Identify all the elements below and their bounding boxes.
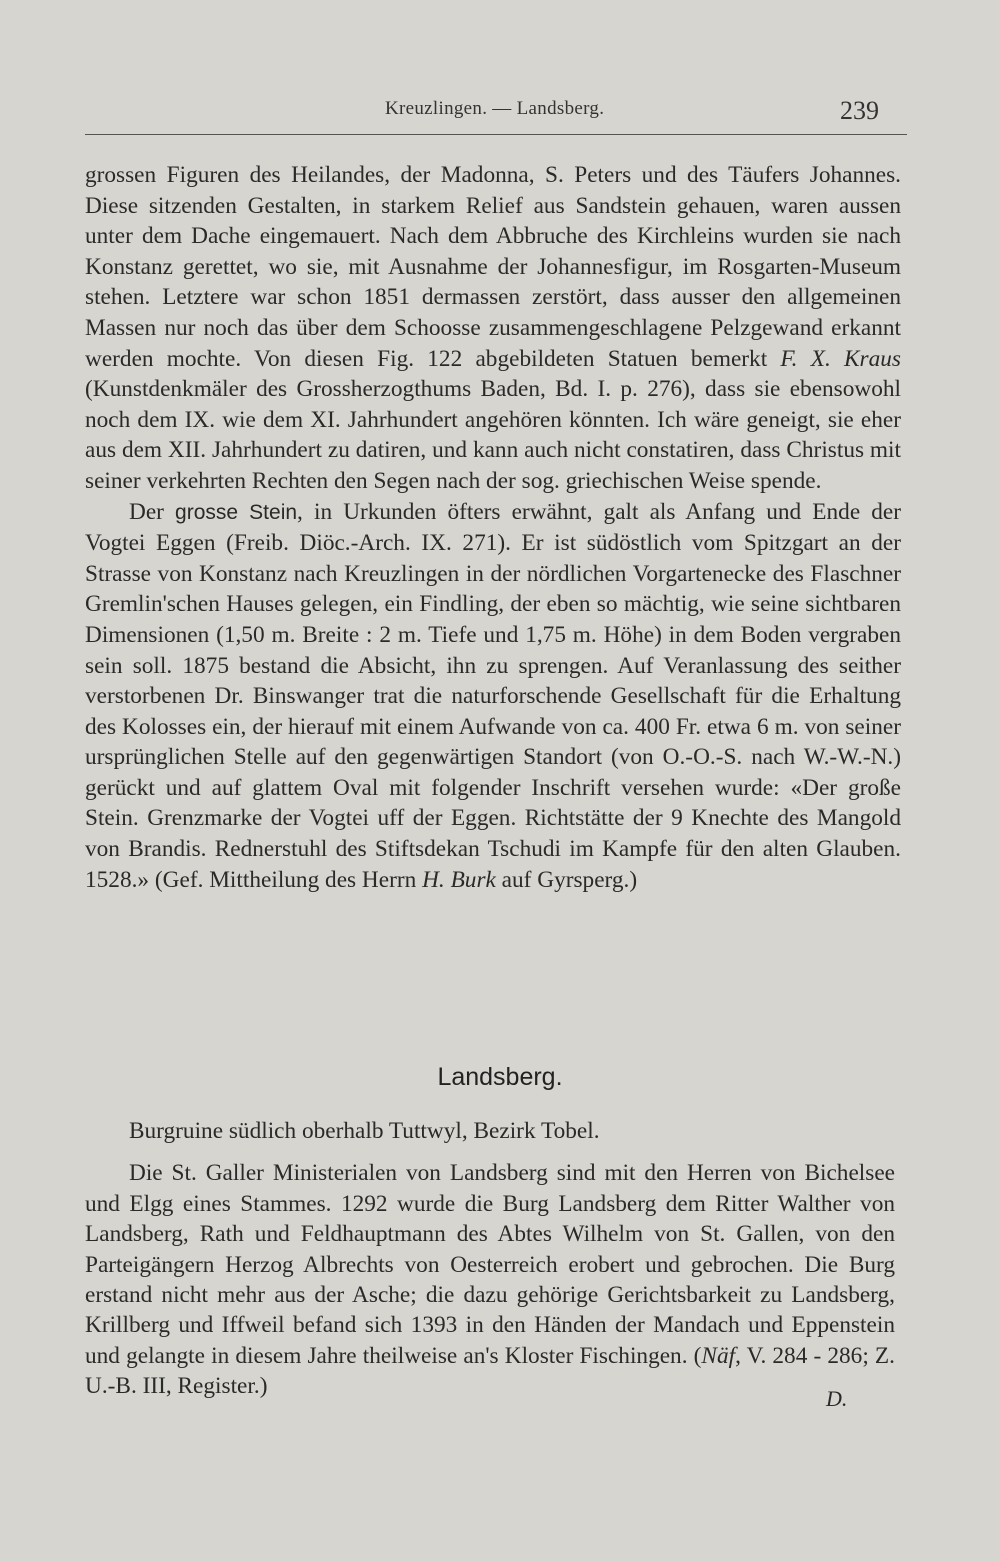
running-head [0,96,1000,126]
paragraph-text: Die St. Galler Ministerialen von Landsberg sind mit den Herren von Bichelsee und Elgg eines Stammes. 1292 wurde die Burg Landsberg dem Ritter Walther von Landsberg, Rath und Feldhauptmann des Abtes Wilhelm von St. Gallen, von den Parteigängern Herzog Albrechts von Oesterreich erobert und gebrochen. Die Burg erstand nicht mehr aus der Asche; die dazu gehörige Gerichtsbarkeit zu Landsberg, Krillberg und Iffweil befand sich 1393 in den Händen der Mandach und Eppenstein und gelangte in diesem Jahre theilweise an's Kloster Fischingen. ( [85,1160,895,1369]
paragraph-text: , in Urkunden öfters erwähnt, galt als Anfang und Ende der Vogtei Eggen (Freib. Diöc.-Arch. IX. 271). Er ist südöstlich vom Spitzgart an der Strasse von Konstanz nach Kreuzlingen in der nördlichen Vorgartenecke des Flaschner Gremlin'schen Hauses gelegen, ein Findling, der eben so mächtig, wie seine sichtbaren Dimensionen (1,50 m. Breite : 2 m. Tiefe und 1,75 m. Höhe) in dem Boden vergraben sein soll. 1875 bestand die Absicht, ihn zu sprengen. Auf Veranlassung des seither verstorbenen Dr. Binswanger trat die naturforschende Gesellschaft für die Erhaltung des Kolosses ein, der hierauf mit einem Aufwande von ca. 400 Fr. etwa 6 m. von seiner ursprünglichen Stelle auf den gegenwärtigen Standort (von O.-O.-S. nach W.-W.-N.) gerückt und auf glattem Oval mit folgender Inschrift versehen wurde: «Der große Stein. Grenzmarke der Vogtei uff der Eggen. Richtstätte der 9 Knechte des Mangold von Brandis. Rednerstuhl des Stiftsdekan Tschudi im Kampfe für den alten Glauben. 1528.» (Gef. Mittheilung des Herrn [85,498,902,893]
paragraph-text: , V. 284 - 286; Z. U.-B. III, Register.) [85,1342,895,1400]
header-rule [85,134,907,135]
paragraph [85,1158,895,1401]
paragraph [85,160,901,497]
body-text [85,160,901,895]
paragraph-text: Der [129,498,176,525]
section-heading: Landsberg. [437,1063,563,1091]
author-name: F. X. Kraus [780,345,901,372]
section-subtitle: Burgruine südlich oberhalb Tuttwyl, Bezirk Tobel. [129,1118,600,1144]
running-title: Kreuzlingen. — Landsberg. [385,98,605,119]
page-number: 239 [840,96,879,125]
paragraph-text: (Kunstdenkmäler des Grossherzogthums Baden, Bd. I. p. 276), dass sie ebensowohl noch dem IX. wie dem XI. Jahrhundert angehören könnten. Ich wäre geneigt, sie eher aus dem XII. Jahrhundert zu datiren, und kann auch nicht constatiren, dass Christus mit seiner verkehrten Rechten den Segen nach der sog. griechischen Weise spende. [85,376,901,494]
paragraph-text: grossen Figuren des Heilandes, der Madonna, S. Peters und des Täufers Johannes. Diese sitzenden Gestalten, in starkem Relief aus Sandstein gehauen, waren aussen unter dem Dache eingemauert. Nach dem Abbruche des Kirchleins wurden sie nach Konstanz gerettet, wo sie, mit Ausnahme der Johannesfigur, im Rosgarten-Museum stehen. Letztere war schon 1851 dermassen zerstört, dass ausser den allgemeinen Massen nur noch das über dem Schoosse zusammengeschlagene Pelzgewand erkannt werden mochte. Von diesen Fig. 122 abgebildeten Statuen bemerkt [85,162,901,372]
section-text [85,1116,895,1402]
author-signature: D. [826,1386,848,1411]
person-name: H. Burk [422,866,496,893]
paragraph [85,497,901,896]
paragraph-text: auf Gyrsperg.) [495,866,638,893]
highlighted-term: grosse Stein [175,500,298,524]
reference-name: Näf [701,1342,736,1369]
